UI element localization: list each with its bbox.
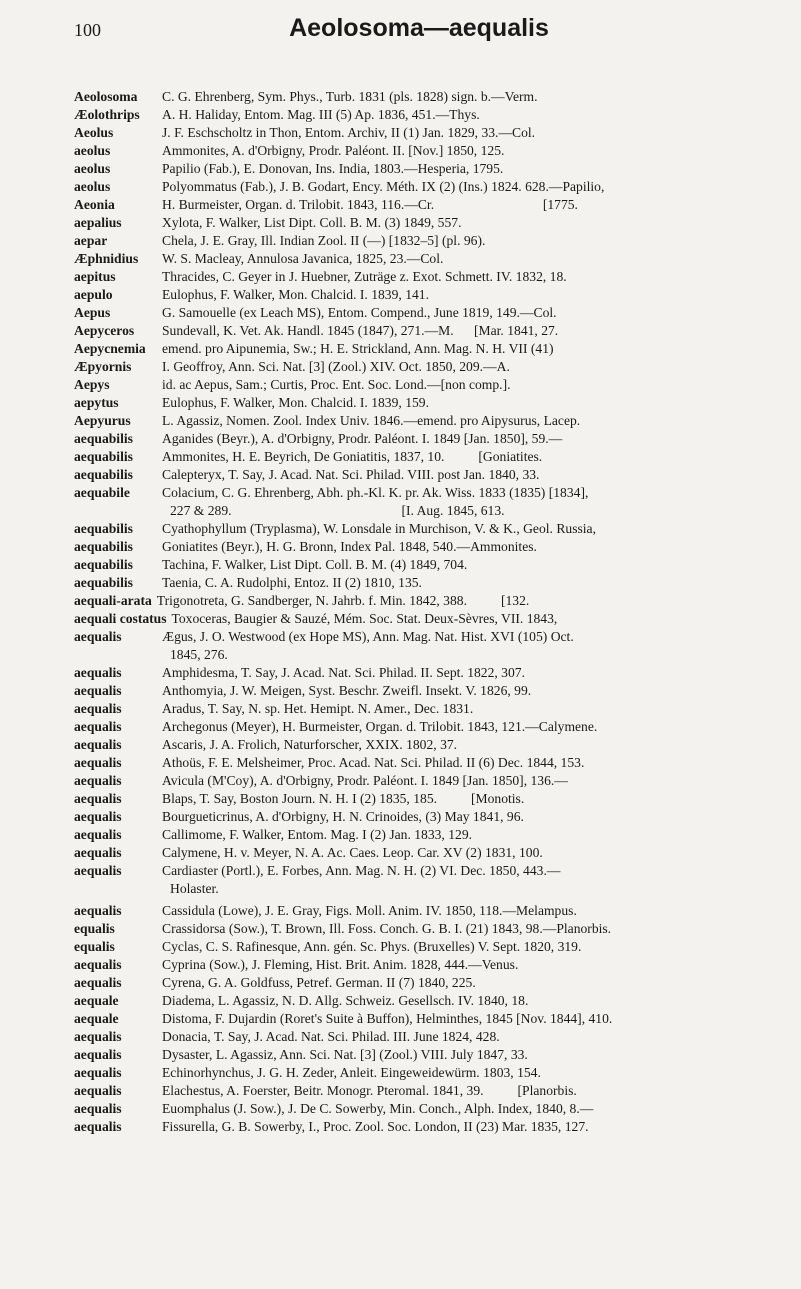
entry-row <box>74 124 786 142</box>
entry-name: aequale <box>74 993 119 1008</box>
entry-name: aequalis <box>74 701 122 716</box>
entry-name: Aepycnemia <box>74 341 146 356</box>
entry-text-line: A. H. Haliday, Entom. Mag. III (5) Ap. 1836, 451.—Thys. <box>162 107 480 122</box>
entry-text <box>162 956 786 974</box>
entry-row <box>74 484 786 520</box>
entry-text <box>162 664 786 682</box>
entry-text-line: Dysaster, L. Agassiz, Ann. Sci. Nat. [3] (Zool.) VIII. July 1847, 33. <box>162 1047 528 1062</box>
entry-name: aequalis <box>74 903 122 918</box>
entry-name: Æphnidius <box>74 251 139 266</box>
entry-row <box>74 1118 786 1136</box>
entry-text <box>162 1082 786 1100</box>
entry-text <box>162 718 786 736</box>
entry-text <box>162 920 786 938</box>
entry-row <box>74 466 786 484</box>
entry-name: Aeolus <box>74 125 114 140</box>
entry-row <box>74 286 786 304</box>
entry-text <box>162 772 786 790</box>
entry-row <box>74 178 786 196</box>
entry-text <box>162 232 786 250</box>
entry-text <box>162 1064 786 1082</box>
entry-text-line: Callimome, F. Walker, Entom. Mag. I (2) Jan. 1833, 129. <box>162 827 473 842</box>
entry-text-line: Toxoceras, Baugier & Sauzé, Mém. Soc. Stat. Deux-Sèvres, VII. 1843, <box>171 611 558 626</box>
entry-row <box>74 1028 786 1046</box>
entry-text-line: Tachina, F. Walker, List Dipt. Coll. B. M. (4) 1849, 704. <box>162 557 468 572</box>
entry-text <box>162 700 786 718</box>
entry-name: aequalis <box>74 737 122 752</box>
entry-row <box>74 394 786 412</box>
entry-row <box>74 340 786 358</box>
entry-text-line: Aganides (Beyr.), A. d'Orbigny, Prodr. Paléont. I. 1849 [Jan. 1850], 59.— <box>162 431 563 446</box>
entry-name: aepulo <box>74 287 113 302</box>
entry-name: aequalis <box>74 665 122 680</box>
entry-name: aequalis <box>74 827 122 842</box>
entry-row <box>74 938 786 956</box>
entry-text-line: Trigonotreta, G. Sandberger, N. Jahrb. f. Min. 1842, 388. [132. <box>156 593 530 608</box>
entry-text <box>162 1118 786 1136</box>
entry-row <box>74 1046 786 1064</box>
entry-text-continuation: 227 & 289. [I. Aug. 1845, 613. <box>170 503 505 518</box>
entry-text <box>162 196 786 214</box>
entry-text <box>162 862 786 898</box>
entry-name: equalis <box>74 939 115 954</box>
entry-text-line: Bourgueticrinus, A. d'Orbigny, H. N. Crinoides, (3) May 1841, 96. <box>162 809 524 824</box>
page-number: 100 <box>74 20 101 40</box>
entry-name: aequalis <box>74 1101 122 1116</box>
entry-text-line: Elachestus, A. Foerster, Beitr. Monogr. Pteromal. 1841, 39. [Planorbis. <box>162 1083 577 1098</box>
entry-text-line: Eulophus, F. Walker, Mon. Chalcid. I. 1839, 159. <box>162 395 429 410</box>
entry-name: aequalis <box>74 1083 122 1098</box>
running-head: Aeolosoma—aequalis <box>289 14 549 42</box>
entry-text <box>162 448 786 466</box>
entry-name: aequabilis <box>74 449 133 464</box>
entry-text-line: Aradus, T. Say, N. sp. Het. Hemipt. N. Amer., Dec. 1831. <box>162 701 474 716</box>
entry-text <box>162 682 786 700</box>
entry-text-line: Xylota, F. Walker, List Dipt. Coll. B. M. (3) 1849, 557. <box>162 215 462 230</box>
entry-text-line: H. Burmeister, Organ. d. Trilobit. 1843, 116.—Cr. [1775. <box>162 197 578 212</box>
entry-text <box>162 754 786 772</box>
entry-text-line: emend. pro Aipunemia, Sw.; H. E. Strickland, Ann. Mag. N. H. VII (41) <box>162 341 554 356</box>
entry-name: aepitus <box>74 269 116 284</box>
entry-text-line: Taenia, C. A. Rudolphi, Entoz. II (2) 1810, 135. <box>162 575 422 590</box>
entry-text-line: Colacium, C. G. Ehrenberg, Abh. ph.-Kl. K. pr. Ak. Wiss. 1833 (1835) [1834], <box>162 485 589 500</box>
entry-text <box>162 974 786 992</box>
entry-name: aequalis <box>74 773 122 788</box>
entry-name: aeolus <box>74 179 111 194</box>
entry-name: aequabilis <box>74 431 133 446</box>
entry-row <box>74 574 786 592</box>
entry-name: aequalis <box>74 1119 122 1134</box>
entry-text-line: Eulophus, F. Walker, Mon. Chalcid. I. 1839, 141. <box>162 287 429 302</box>
entry-row <box>74 214 786 232</box>
entry-text-line: Amphidesma, T. Say, J. Acad. Nat. Sci. Philad. II. Sept. 1822, 307. <box>162 665 525 680</box>
entry-row <box>74 974 786 992</box>
entry-name: Aepus <box>74 305 111 320</box>
entry-row <box>74 106 786 124</box>
entry-name: aequabile <box>74 485 130 500</box>
entry-name: aequabilis <box>74 521 133 536</box>
entry-text-line: Ammonites, H. E. Beyrich, De Goniatitis, 1837, 10. [Goniatites. <box>162 449 543 464</box>
entry-row <box>74 844 786 862</box>
entry-text-line: Goniatites (Beyr.), H. G. Bronn, Index Pal. 1848, 540.—Ammonites. <box>162 539 537 554</box>
entry-text-continuation: 1845, 276. <box>170 647 228 662</box>
entry-text-line: W. S. Macleay, Annulosa Javanica, 1825, 23.—Col. <box>162 251 444 266</box>
entry-name: aequali-arata <box>74 593 152 608</box>
entry-name: aequalis <box>74 1065 122 1080</box>
entry-text-line: Chela, J. E. Gray, Ill. Indian Zool. II (—) [1832–5] (pl. 96). <box>162 233 486 248</box>
entry-row <box>74 628 786 664</box>
entry-name: aequalis <box>74 809 122 824</box>
entry-row <box>74 88 786 106</box>
entry-text <box>162 992 786 1010</box>
entry-text <box>162 938 786 956</box>
entry-row <box>74 772 786 790</box>
entry-text <box>162 1028 786 1046</box>
entry-text-line: Polyommatus (Fab.), J. B. Godart, Ency. Méth. IX (2) (Ins.) 1824. 628.—Papilio, <box>162 179 605 194</box>
entry-name: aequalis <box>74 845 122 860</box>
entry-text-line: id. ac Aepus, Sam.; Curtis, Proc. Ent. Soc. Lond.—[non comp.]. <box>162 377 511 392</box>
entry-text-line: Ascaris, J. A. Frolich, Naturforscher, XXIX. 1802, 37. <box>162 737 458 752</box>
entry-row <box>74 592 786 610</box>
entry-text <box>162 574 786 592</box>
entry-name: aequalis <box>74 755 122 770</box>
entry-text-line: Ægus, J. O. Westwood (ex Hope MS), Ann. Mag. Nat. Hist. XVI (105) Oct. <box>162 629 574 644</box>
entry-row <box>74 808 786 826</box>
entry-text <box>162 394 786 412</box>
entry-row <box>74 142 786 160</box>
entry-text-line: Avicula (M'Coy), A. d'Orbigny, Prodr. Paléont. I. 1849 [Jan. 1850], 136.— <box>162 773 568 788</box>
entry-name: aequalis <box>74 629 122 644</box>
entry-row <box>74 376 786 394</box>
entry-text <box>162 160 786 178</box>
entry-name: Æpyornis <box>74 359 132 374</box>
entry-text <box>162 214 786 232</box>
entry-text <box>162 142 786 160</box>
entry-text <box>162 556 786 574</box>
entry-name: aequale <box>74 1011 119 1026</box>
entry-name: aequabilis <box>74 467 133 482</box>
entry-text <box>162 538 786 556</box>
entry-text-line: Donacia, T. Say, J. Acad. Nat. Sci. Philad. III. June 1824, 428. <box>162 1029 500 1044</box>
entry-text <box>172 610 786 628</box>
entry-text <box>162 376 786 394</box>
entry-text <box>162 106 786 124</box>
entry-name: aequalis <box>74 975 122 990</box>
entry-text <box>162 628 786 664</box>
entry-text-line: Cardiaster (Portl.), E. Forbes, Ann. Mag. N. H. (2) VI. Dec. 1850, 443.— <box>162 863 561 878</box>
entry-text-line: Cyclas, C. S. Rafinesque, Ann. gén. Sc. Phys. (Bruxelles) V. Sept. 1820, 319. <box>162 939 582 954</box>
entry-name: aequalis <box>74 957 122 972</box>
entry-name: Aepys <box>74 377 110 392</box>
entry-text <box>162 88 786 106</box>
entry-row <box>74 250 786 268</box>
entry-name: aequalis <box>74 683 122 698</box>
entry-text-line: Diadema, L. Agassiz, N. D. Allg. Schweiz. Gesellsch. IV. 1840, 18. <box>162 993 529 1008</box>
entry-text-line: Euomphalus (J. Sow.), J. De C. Sowerby, Min. Conch., Alph. Index, 1840, 8.— <box>162 1101 594 1116</box>
entry-row <box>74 682 786 700</box>
entry-text <box>162 286 786 304</box>
entry-name: aepytus <box>74 395 119 410</box>
entry-name: aequalis <box>74 1029 122 1044</box>
entry-row <box>74 700 786 718</box>
entry-row <box>74 736 786 754</box>
entry-text <box>162 250 786 268</box>
entry-text-line: Echinorhynchus, J. G. H. Zeder, Anleit. Eingeweidewürm. 1803, 154. <box>162 1065 541 1080</box>
entry-list <box>74 88 786 1136</box>
entry-row <box>74 826 786 844</box>
entry-text-line: Cassidula (Lowe), J. E. Gray, Figs. Moll. Anim. IV. 1850, 118.—Melampus. <box>162 903 577 918</box>
entry-row <box>74 920 786 938</box>
entry-row <box>74 1082 786 1100</box>
entry-text <box>162 430 786 448</box>
entry-text-line: Papilio (Fab.), E. Donovan, Ins. India, 1803.—Hesperia, 1795. <box>162 161 504 176</box>
entry-text <box>162 1010 786 1028</box>
entry-row <box>74 322 786 340</box>
entry-text-line: Calymene, H. v. Meyer, N. A. Ac. Caes. Leop. Car. XV (2) 1831, 100. <box>162 845 543 860</box>
entry-text-line: Athoüs, F. E. Melsheimer, Proc. Acad. Nat. Sci. Philad. II (6) Dec. 1844, 153. <box>162 755 585 770</box>
entry-text <box>162 826 786 844</box>
entry-text <box>162 340 786 358</box>
entry-name: aequalis <box>74 719 122 734</box>
entry-row <box>74 956 786 974</box>
entry-row <box>74 196 786 214</box>
entry-text-line: Sundevall, K. Vet. Ak. Handl. 1845 (1847), 271.—M. [Mar. 1841, 27. <box>162 323 559 338</box>
entry-row <box>74 902 786 920</box>
entry-text <box>162 178 786 196</box>
entry-text-line: Thracides, C. Geyer in J. Huebner, Zuträge z. Exot. Schmett. IV. 1832, 18. <box>162 269 567 284</box>
entry-text-line: Anthomyia, J. W. Meigen, Syst. Beschr. Zweifl. Insekt. V. 1826, 99. <box>162 683 532 698</box>
entry-row <box>74 304 786 322</box>
page-header <box>74 14 764 50</box>
entry-text <box>162 484 786 520</box>
entry-name: aeolus <box>74 161 111 176</box>
entry-name: Æolothrips <box>74 107 140 122</box>
entry-text <box>162 358 786 376</box>
entry-name: aequalis <box>74 1047 122 1062</box>
entry-name: aequabilis <box>74 539 133 554</box>
entry-text-line: G. Samouelle (ex Leach MS), Entom. Compend., June 1819, 149.—Col. <box>162 305 557 320</box>
entry-text <box>162 304 786 322</box>
entry-text-line: I. Geoffroy, Ann. Sci. Nat. [3] (Zool.) XIV. Oct. 1850, 209.—A. <box>162 359 510 374</box>
entry-text-line: Cyrena, G. A. Goldfuss, Petref. German. II (7) 1840, 225. <box>162 975 476 990</box>
entry-text <box>162 1100 786 1118</box>
entry-text <box>162 520 786 538</box>
entry-text-line: Calepteryx, T. Say, J. Acad. Nat. Sci. Philad. VIII. post Jan. 1840, 33. <box>162 467 540 482</box>
entry-text-continuation: Holaster. <box>170 881 219 896</box>
entry-row <box>74 1064 786 1082</box>
entry-text-line: Cyathophyllum (Tryplasma), W. Lonsdale in Murchison, V. & K., Geol. Russia, <box>162 521 596 536</box>
entry-row <box>74 718 786 736</box>
entry-text <box>162 790 786 808</box>
entry-text <box>162 466 786 484</box>
entry-row <box>74 1100 786 1118</box>
entry-row <box>74 232 786 250</box>
entry-name: aequalis <box>74 863 122 878</box>
entry-row <box>74 448 786 466</box>
entry-name: aequalis <box>74 791 122 806</box>
entry-text-line: Blaps, T. Say, Boston Journ. N. H. I (2) 1835, 185. [Monotis. <box>162 791 525 806</box>
entry-text <box>162 736 786 754</box>
entry-text <box>157 592 786 610</box>
entry-name: aepalius <box>74 215 122 230</box>
entry-text <box>162 844 786 862</box>
entry-name: aepar <box>74 233 108 248</box>
entry-row <box>74 790 786 808</box>
entry-row <box>74 754 786 772</box>
entry-text <box>162 322 786 340</box>
entry-name: equalis <box>74 921 115 936</box>
entry-row <box>74 430 786 448</box>
entry-text <box>162 268 786 286</box>
entry-text-line: C. G. Ehrenberg, Sym. Phys., Turb. 1831 (pls. 1828) sign. b.—Verm. <box>162 89 538 104</box>
entry-row <box>74 556 786 574</box>
entry-name: Aepyceros <box>74 323 135 338</box>
entry-text-line: L. Agassiz, Nomen. Zool. Index Univ. 1846.—emend. pro Aipysurus, Lacep. <box>162 413 581 428</box>
entry-text <box>162 808 786 826</box>
entry-row <box>74 610 786 628</box>
entry-text-line: Fissurella, G. B. Sowerby, I., Proc. Zool. Soc. London, II (23) Mar. 1835, 127. <box>162 1119 589 1134</box>
entry-row <box>74 412 786 430</box>
entry-row <box>74 358 786 376</box>
entry-row <box>74 268 786 286</box>
entry-text-line: J. F. Eschscholtz in Thon, Entom. Archiv, II (1) Jan. 1829, 33.—Col. <box>162 125 536 140</box>
entry-name: Aeonia <box>74 197 115 212</box>
entry-text <box>162 124 786 142</box>
entry-text <box>162 902 786 920</box>
entry-name: aequabilis <box>74 575 133 590</box>
entry-text <box>162 412 786 430</box>
entry-row <box>74 992 786 1010</box>
entry-name: aequali costatus <box>74 611 167 626</box>
entry-row <box>74 1010 786 1028</box>
entry-row <box>74 520 786 538</box>
entry-name: Aeolosoma <box>74 89 138 104</box>
entry-row <box>74 160 786 178</box>
entry-name: aeolus <box>74 143 111 158</box>
entry-text-line: Cyprina (Sow.), J. Fleming, Hist. Brit. Anim. 1828, 444.—Venus. <box>162 957 519 972</box>
entry-row <box>74 862 786 898</box>
entry-name: aequabilis <box>74 557 133 572</box>
entry-text-line: Archegonus (Meyer), H. Burmeister, Organ. d. Trilobit. 1843, 121.—Calymene. <box>162 719 598 734</box>
entry-row <box>74 664 786 682</box>
entry-text-line: Distoma, F. Dujardin (Roret's Suite à Buffon), Helminthes, 1845 [Nov. 1844], 410. <box>162 1011 613 1026</box>
entry-text-line: Crassidorsa (Sow.), T. Brown, Ill. Foss. Conch. G. B. I. (21) 1843, 98.—Planorbis. <box>162 921 612 936</box>
entry-text <box>162 1046 786 1064</box>
entry-text-line: Ammonites, A. d'Orbigny, Prodr. Paléont. II. [Nov.] 1850, 125. <box>162 143 505 158</box>
entry-row <box>74 538 786 556</box>
entry-name: Aepyurus <box>74 413 131 428</box>
